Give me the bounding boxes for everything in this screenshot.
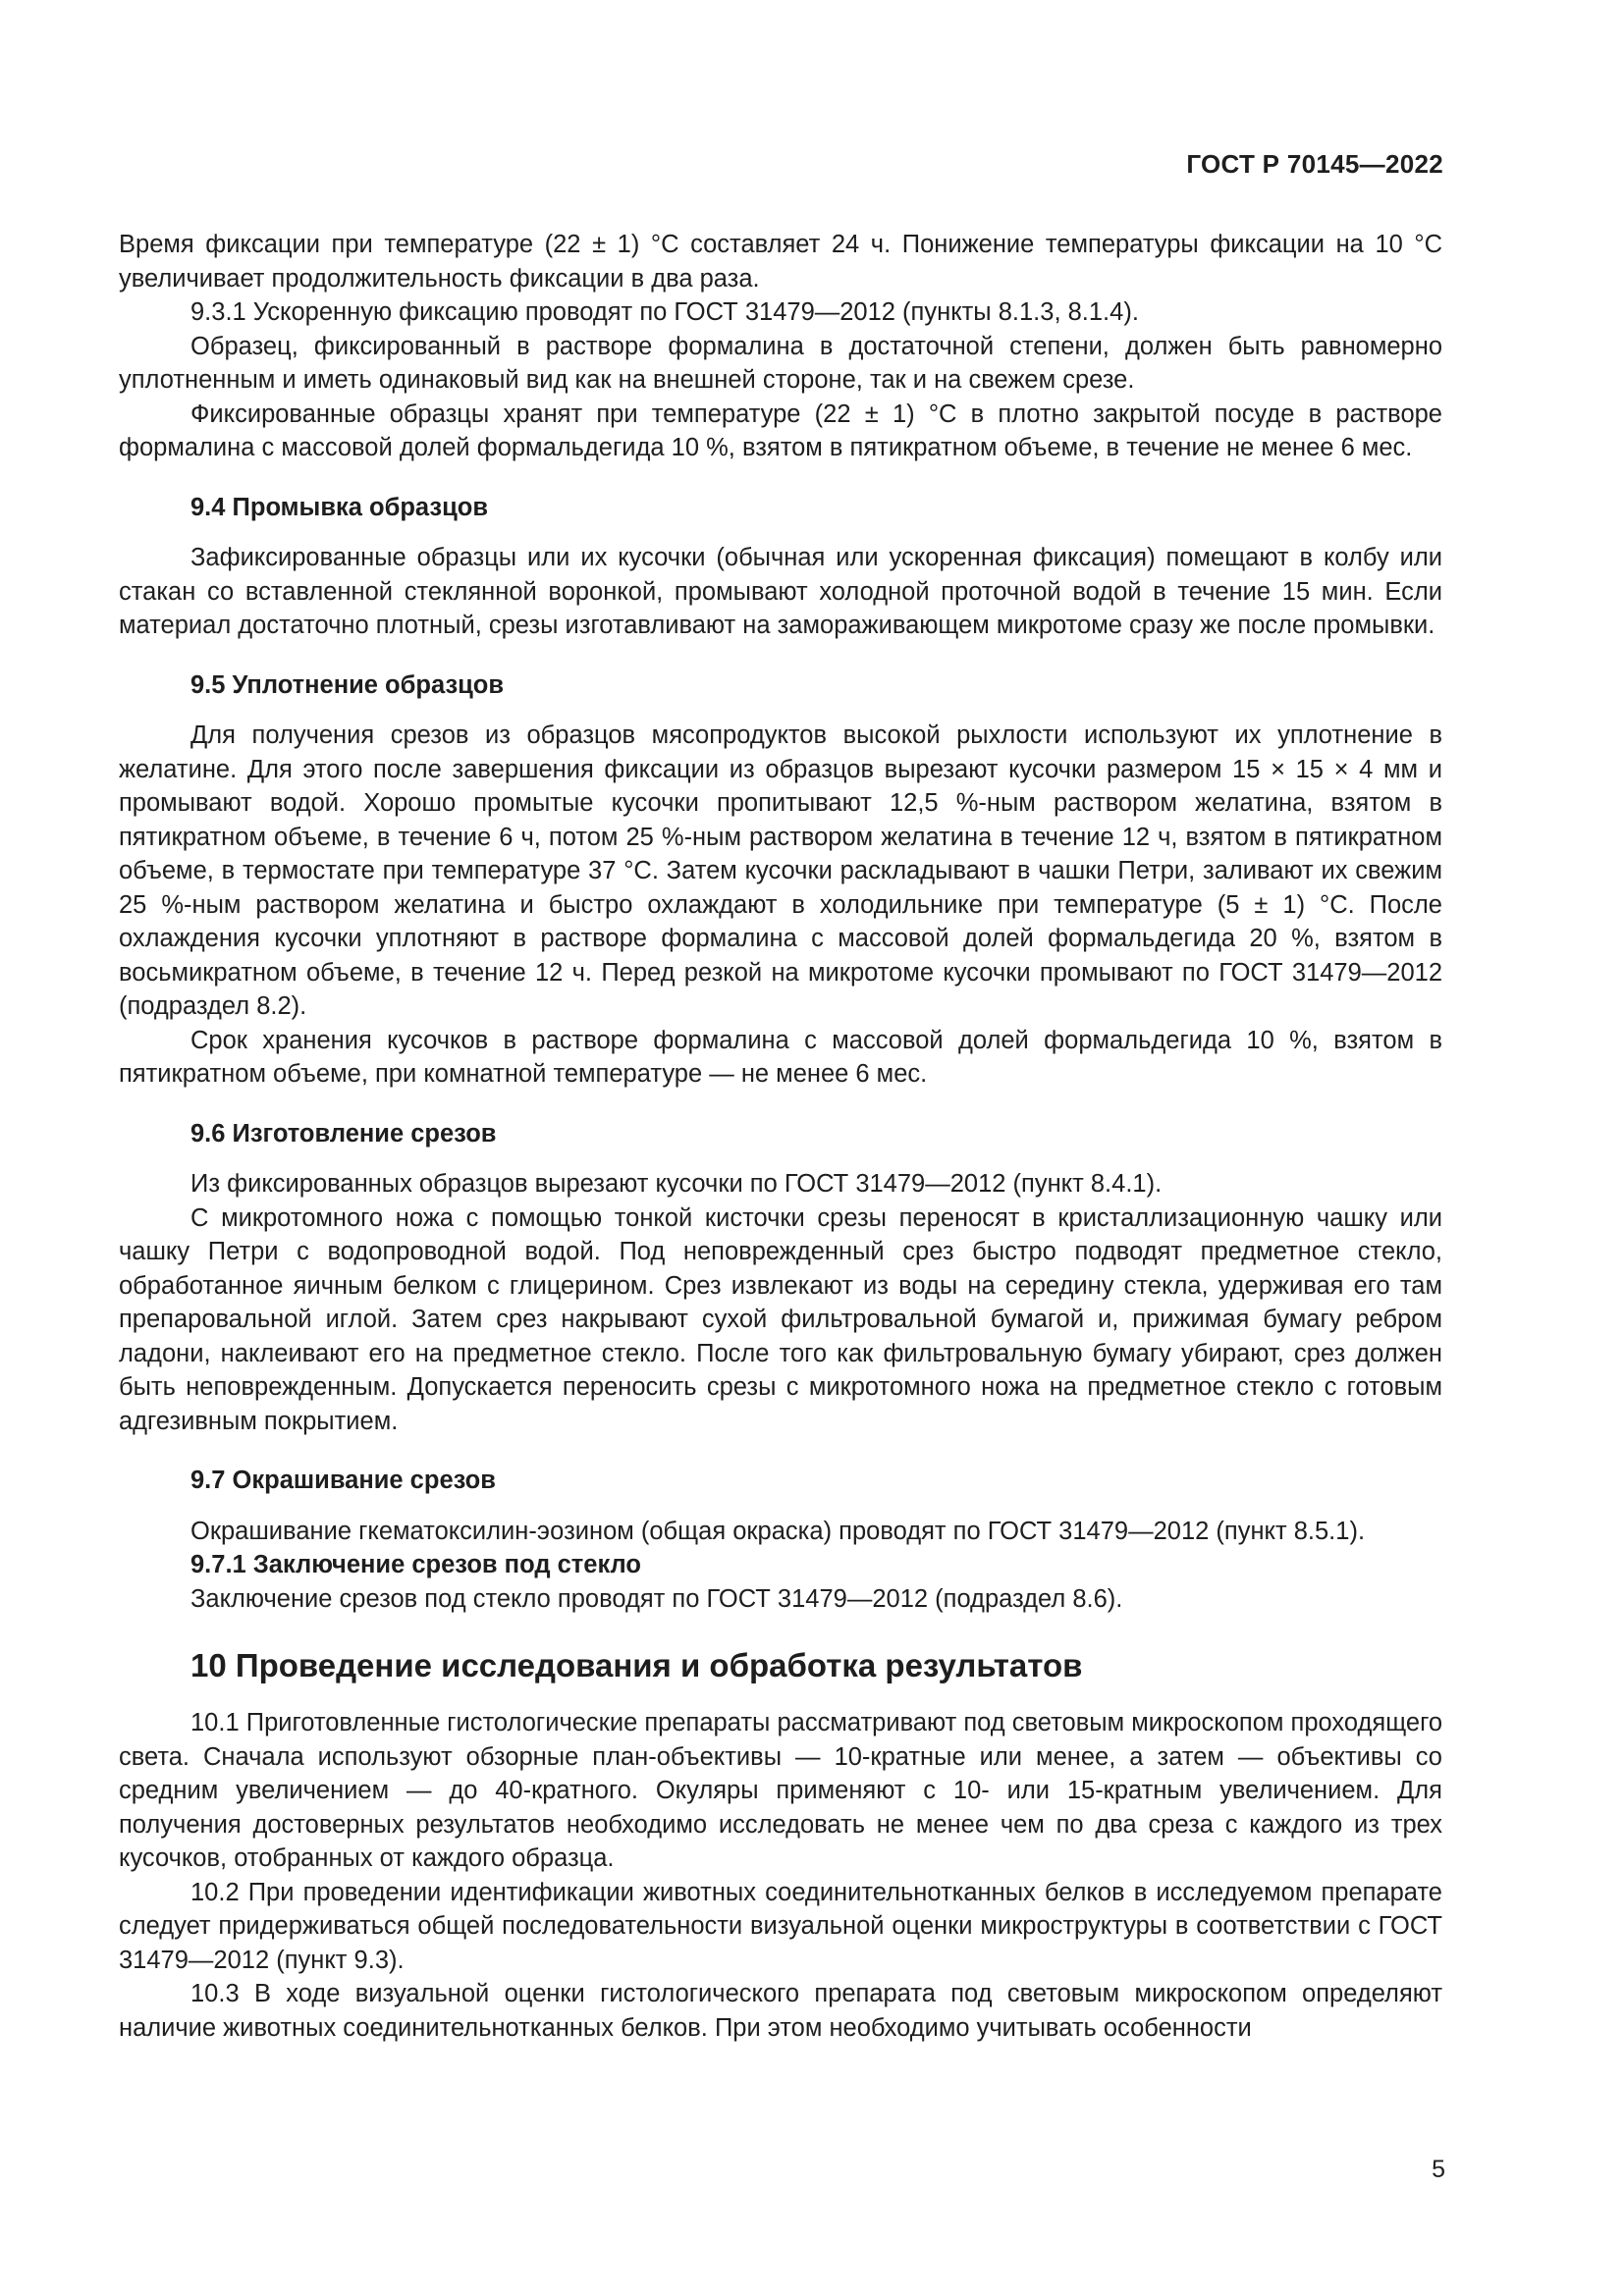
section-heading-9-6: 9.6 Изготовление срезов [190, 1119, 497, 1148]
section-heading-9-7: 9.7 Окрашивание срезов [190, 1467, 496, 1494]
standard-code: ГОСТ Р 70145—2022 [1186, 149, 1443, 179]
paragraph-10-1: 10.1 Приготовленные гистологические препараты рассматривают под световым микроскопом проходящего света. Сначала используют обзорные план-объективы — 10-кратные или менее, а затем — объективы со средним увеличением — до 40-кратного. Окуляры применяют с 10- или 15-кратным увеличением. Для получения достоверных результатов необходимо исследовать не менее чем по два среза с каждого из трех кусочков, отобранных от каждого образца. [119, 1709, 1442, 1872]
paragraph: Окрашивание гкематоксилин-эозином (общая окраска) проводят по ГОСТ 31479—2012 (пункт 8.5.1). [190, 1517, 1366, 1545]
paragraph: Время фиксации при температуре (22 ± 1) °С составляет 24 ч. Понижение температуры фиксации на 10 °С увеличивает продолжительность фиксации в два раза. [119, 231, 1442, 293]
section-heading-9-4: 9.4 Промывка образцов [190, 493, 489, 521]
subsection-heading-9-7-1: 9.7.1 Заключение срезов под стекло [190, 1551, 641, 1578]
paragraph: Из фиксированных образцов вырезают кусочки по ГОСТ 31479—2012 (пункт 8.4.1). [190, 1170, 1163, 1198]
paragraph: Образец, фиксированный в растворе формалина в достаточной степени, должен быть равномерно уплотненным и иметь одинаковый вид как на внешней стороне, так и на свежем срезе. [119, 332, 1442, 394]
paragraph: Зафиксированные образцы или их кусочки (обычная или ускоренная фиксация) помещают в колбу или стакан со вставленной стеклянной воронкой, промывают холодной проточной водой в течение 15 мин. Если материал достаточно плотный, срезы изготавливают на замораживающем микротоме сразу же после промывки. [119, 544, 1442, 639]
paragraph: С микротомного ножа с помощью тонкой кисточки срезы переносят в кристаллизационную чашку или чашку Петри с водопроводной водой. Под неповрежденный срез быстро подводят предметное стекло, обработанное яичным белком с глицерином. Срез извлекают из воды на середину стекла, удерживая его там препаровальной иглой. Затем срез накрывают сухой фильтровальной бумагой и, прижимая бумагу ребром ладони, наклеивают его на предметное стекло. После того как фильтровальную бумагу убирают, срез должен быть неповрежденным. Допускается переносить срезы с микротомного ножа на предметное стекло с готовым адгезивным покрытием. [119, 1203, 1442, 1435]
section-heading-9-5: 9.5 Уплотнение образцов [190, 670, 505, 699]
paragraph: Фиксированные образцы хранят при температуре (22 ± 1) °С в плотно закрытой посуде в растворе формалина с массовой долей формальдегида 10 %, взятом в пятикратном объеме, в течение не менее 6 мес. [119, 400, 1442, 461]
paragraph: Срок хранения кусочков в растворе формалина с массовой долей формальдегида 10 %, взятом в пятикратном объеме, при комнатной температуре — не менее 6 мес. [119, 1026, 1442, 1088]
paragraph-10-3: 10.3 В ходе визуальной оценки гистологического препарата под световым микроскопом определяют наличие животных соединительнотканных белков. При этом необходимо учитывать особенности [119, 1980, 1442, 2042]
paragraph: Для получения срезов из образцов мясопродуктов высокой рыхлости используют их уплотнение в желатине. Для этого после завершения фиксации из образцов вырезают кусочки размером 15 × 15 × 4 мм и промывают водой. Хорошо промытые кусочки пропитывают 12,5 %-ным раствором желатина, взятом в пятикратном объеме, в течение 6 ч, потом 25 %-ным раствором желатина в течение 12 ч, взятом в пятикратном объеме, в термостате при температуре 37 °С. Затем кусочки раскладывают в чашки Петри, заливают их свежим 25 %-ным раствором желатина и быстро охлаждают в холодильнике при температуре (5 ± 1) °С. После охлаждения кусочки уплотняют в растворе формалина с массовой долей формальдегида 20 %, взятом в восьмикратном объеме, в течение 12 ч. Перед резкой на микротоме кусочки промывают по ГОСТ 31479—2012 (подраздел 8.2). [119, 721, 1442, 1020]
paragraph-10-2: 10.2 При проведении идентификации животных соединительнотканных белков в исследуемом препарате следует придерживаться общей последовательности визуальной оценки микроструктуры в соответствии с ГОСТ 31479—2012 (пункт 9.3). [119, 1878, 1442, 1974]
page-body [119, 228, 1442, 2045]
paragraph: Заключение срезов под стекло проводят по ГОСТ 31479—2012 (подраздел 8.6). [190, 1584, 1123, 1613]
paragraph-9-3-1: 9.3.1 Ускоренную фиксацию проводят по ГОСТ 31479—2012 (пункты 8.1.3, 8.1.4). [190, 298, 1139, 326]
chapter-heading-10: 10 Проведение исследования и обработка результатов [190, 1647, 1083, 1683]
page-number: 5 [1432, 2156, 1445, 2183]
